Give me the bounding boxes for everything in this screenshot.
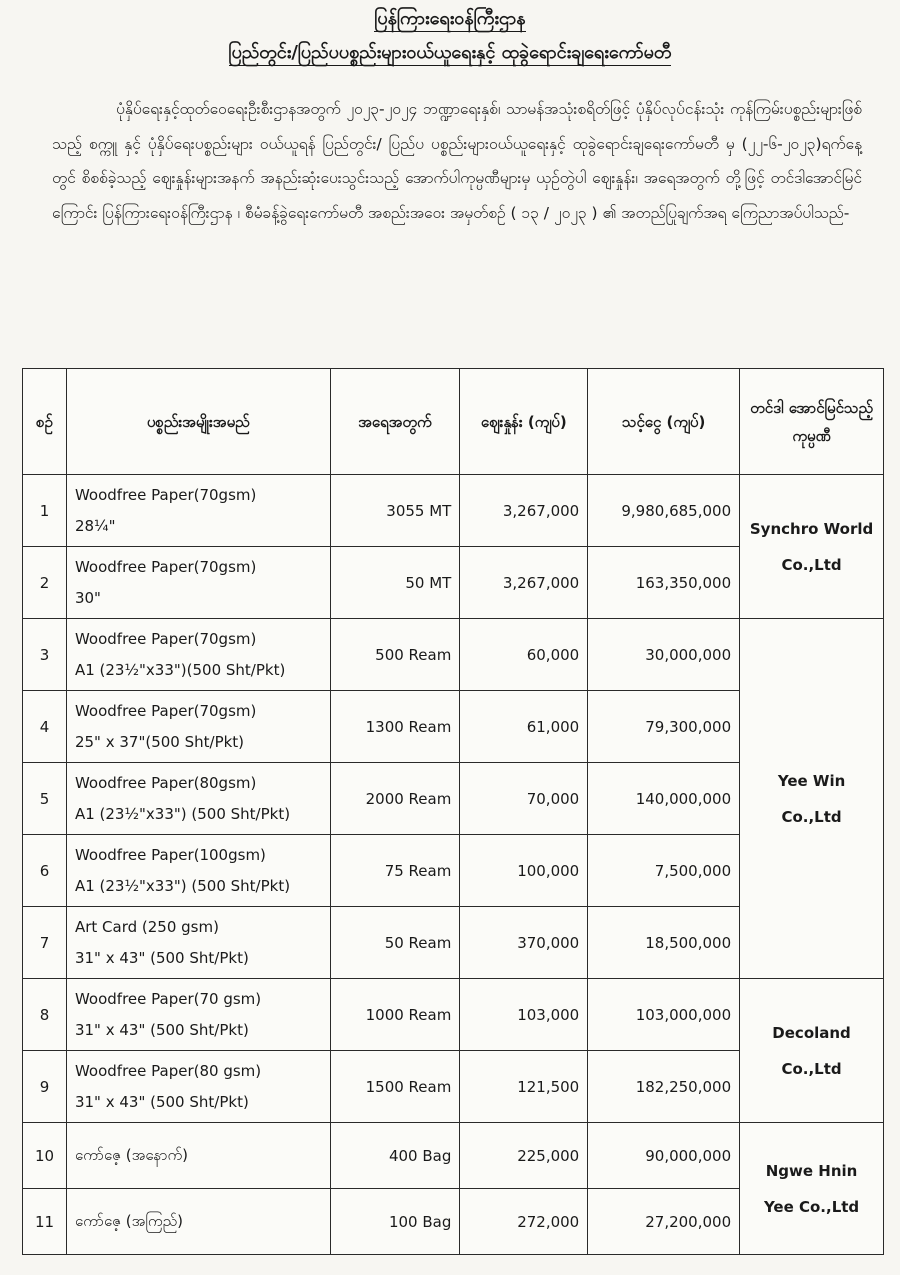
row-item: Woodfree Paper(70 gsm) 31" x 43" (500 Sht/Pkt) (66, 979, 330, 1051)
row-qty: 100 Bag (330, 1189, 460, 1255)
row-amount: 90,000,000 (588, 1123, 740, 1189)
row-price: 3,267,000 (460, 475, 588, 547)
row-qty: 50 Ream (330, 907, 460, 979)
header-no: စဉ် (23, 369, 67, 475)
row-item: ကော်ဇေ့ (အကြည်) (66, 1189, 330, 1255)
row-price: 272,000 (460, 1189, 588, 1255)
intro-paragraph: ပုံနှိပ်ရေးနှင့်ထုတ်ဝေရေးဦးစီးဌာနအတွက် ၂၀၂၃-၂၀၂၄ ဘဏ္ဍာရေးနှစ်၊ သာမန်အသုံးစရိတ်ဖြင့် ပုံနှိပ်လုပ်ငန်းသုံး ကုန်ကြမ်းပစ္စည်းများဖြစ်သည့် စက္ကူ နှင့် ပုံနှိပ်ရေးပစ္စည်းများ ဝယ်ယူရန် ပြည်တွင်း/ ပြည်ပ ပစ္စည်းများဝယ်ယူရေးနှင့် ထုခွဲရောင်းချရေးကော်မတီ မှ (၂၂-၆-၂၀၂၃)ရက်နေ့တွင် စိစစ်ခဲ့သည့် ဈေးနှုန်းများအနက် အနည်းဆုံးပေးသွင်းသည့် အောက်ပါကုမ္ပဏီများမှ ယှဉ်တွဲပါ ဈေးနှုန်း၊ အရေအတွက် တို့ဖြင့် တင်ဒါအောင်မြင်ကြောင်း ပြန်ကြားရေးဝန်ကြီးဌာန ၊ စီမံခန့်ခွဲရေးကော်မတီ အစည်းအဝေး အမှတ်စဉ် ( ၁၃ / ၂၀၂၃ ) ၏ အတည်ပြုချက်အရ ကြေညာအပ်ပါသည်- (52, 100, 862, 222)
row-qty: 2000 Ream (330, 763, 460, 835)
row-qty: 3055 MT (330, 475, 460, 547)
row-price: 225,000 (460, 1123, 588, 1189)
row-no: 11 (23, 1189, 67, 1255)
row-qty: 75 Ream (330, 835, 460, 907)
row-qty: 1500 Ream (330, 1051, 460, 1123)
company-synchro: Synchro World Co.,Ltd (740, 475, 884, 619)
row-amount: 103,000,000 (588, 979, 740, 1051)
row-item: Woodfree Paper(80gsm) A1 (23½"x33") (500 Sht/Pkt) (66, 763, 330, 835)
table-row (23, 475, 884, 547)
row-price: 121,500 (460, 1051, 588, 1123)
tender-results-table (22, 368, 884, 1255)
row-no: 3 (23, 619, 67, 691)
table-row (23, 619, 884, 691)
row-price: 3,267,000 (460, 547, 588, 619)
table-header-row (23, 369, 884, 475)
header-amount: သင့်ငွေ (ကျပ်) (588, 369, 740, 475)
row-amount: 140,000,000 (588, 763, 740, 835)
row-item: Woodfree Paper(70gsm) 30" (66, 547, 330, 619)
row-amount: 30,000,000 (588, 619, 740, 691)
row-amount: 9,980,685,000 (588, 475, 740, 547)
row-amount: 7,500,000 (588, 835, 740, 907)
row-price: 61,000 (460, 691, 588, 763)
row-item: Woodfree Paper(70gsm) 25" x 37"(500 Sht/Pkt) (66, 691, 330, 763)
committee-title: ပြည်တွင်း/ပြည်ပပစ္စည်းများဝယ်ယူရေးနှင့် ထုခွဲရောင်းချရေးကော်မတီ (0, 40, 900, 67)
table-row (23, 979, 884, 1051)
row-item: Art Card (250 gsm) 31" x 43" (500 Sht/Pkt) (66, 907, 330, 979)
header-item: ပစ္စည်းအမျိုးအမည် (66, 369, 330, 475)
row-price: 60,000 (460, 619, 588, 691)
company-ngwehnin: Ngwe Hnin Yee Co.,Ltd (740, 1123, 884, 1255)
row-no: 7 (23, 907, 67, 979)
row-no: 10 (23, 1123, 67, 1189)
row-qty: 500 Ream (330, 619, 460, 691)
row-price: 100,000 (460, 835, 588, 907)
row-price: 103,000 (460, 979, 588, 1051)
header-price: ဈေးနှုန်း (ကျပ်) (460, 369, 588, 475)
row-item: Woodfree Paper(70gsm) A1 (23½"x33")(500 Sht/Pkt) (66, 619, 330, 691)
row-item: ကော်ဇေ့ (အနောက်) (66, 1123, 330, 1189)
header-company: တင်ဒါ အောင်မြင်သည့် ကုမ္ပဏီ (740, 369, 884, 475)
row-price: 370,000 (460, 907, 588, 979)
row-qty: 400 Bag (330, 1123, 460, 1189)
row-no: 2 (23, 547, 67, 619)
row-qty: 1000 Ream (330, 979, 460, 1051)
company-decoland: Decoland Co.,Ltd (740, 979, 884, 1123)
row-no: 6 (23, 835, 67, 907)
row-amount: 182,250,000 (588, 1051, 740, 1123)
row-amount: 163,350,000 (588, 547, 740, 619)
row-amount: 18,500,000 (588, 907, 740, 979)
row-item: Woodfree Paper(80 gsm) 31" x 43" (500 Sht/Pkt) (66, 1051, 330, 1123)
row-no: 8 (23, 979, 67, 1051)
row-item: Woodfree Paper(100gsm) A1 (23½"x33") (500 Sht/Pkt) (66, 835, 330, 907)
row-no: 5 (23, 763, 67, 835)
row-price: 70,000 (460, 763, 588, 835)
company-yeewin: Yee Win Co.,Ltd (740, 619, 884, 979)
table-row (23, 1123, 884, 1189)
header-qty: အရေအတွက် (330, 369, 460, 475)
row-no: 1 (23, 475, 67, 547)
row-no: 4 (23, 691, 67, 763)
row-amount: 27,200,000 (588, 1189, 740, 1255)
row-amount: 79,300,000 (588, 691, 740, 763)
row-item: Woodfree Paper(70gsm) 28¼" (66, 475, 330, 547)
row-qty: 50 MT (330, 547, 460, 619)
row-no: 9 (23, 1051, 67, 1123)
row-qty: 1300 Ream (330, 691, 460, 763)
department-title: ပြန်ကြားရေးဝန်ကြီးဌာန (0, 6, 900, 33)
